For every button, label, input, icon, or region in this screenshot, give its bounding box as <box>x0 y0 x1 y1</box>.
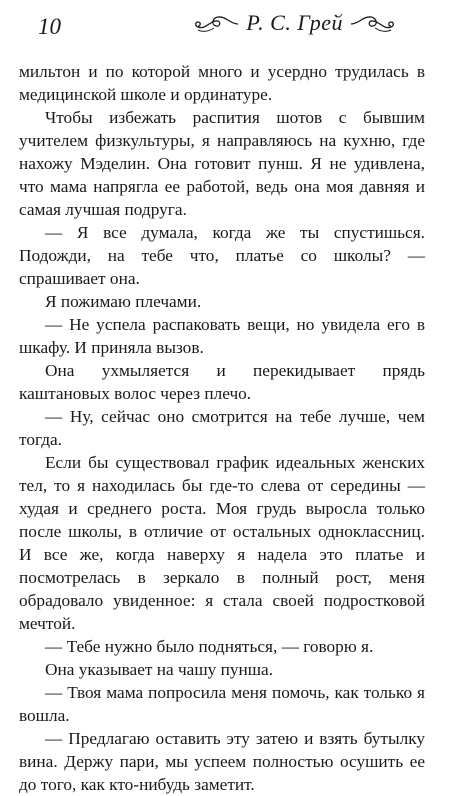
paragraph: мильтон и по которой много и усердно трудилась в медицинской школе и ординатуре. <box>19 62 425 104</box>
paragraph: Если бы существовал график идеальных женских тел, то я находилась бы где-то слева от середины — худая и среднего роста. Моя грудь выросла только после школы, в отличие от остальных одноклассниц. И все же, когда наверху я надела это платье и посмотрелась в зеркало в полный рост, меня обрадовало увиденное: я стала своей подростковой мечтой. <box>19 453 425 633</box>
paragraph: Чтобы избежать распития шотов с бывшим учителем физкультуры, я направляюсь на кухню, где нахожу Мэделин. Она готовит пунш. Я не удивлена, что мама напрягла ее работой, ведь она моя давняя и самая лучшая подруга. <box>19 108 425 219</box>
paragraph: — Тебе нужно было подняться, — говорю я. <box>45 637 374 656</box>
paragraph: Она ухмыляется и перекидывает прядь каштановых волос через плечо. <box>19 361 425 403</box>
flourish-ornament-right-icon <box>349 12 395 34</box>
paragraph: Она указывает на чашу пунша. <box>45 660 274 679</box>
page-header <box>19 0 423 52</box>
running-head <box>194 10 395 36</box>
paragraph: Я пожимаю плечами. <box>45 292 202 311</box>
paragraph: — Твоя мама попросила меня помочь, как только я вошла. <box>19 683 425 725</box>
author-name: Р. С. Грей <box>246 10 343 35</box>
paragraph: — Не успела распаковать вещи, но увидела его в шкафу. И приняла вызов. <box>19 315 425 357</box>
paragraph: — Ну, сейчас оно смотрится на тебе лучше, чем тогда. <box>19 407 425 449</box>
paragraph: — Я все думала, когда же ты спустишься. Подожди, на тебе что, платье со школы? — спрашивает она. <box>19 223 425 288</box>
page-number: 10 <box>38 14 61 39</box>
flourish-ornament-left-icon <box>194 12 240 34</box>
paragraph: — Предлагаю оставить эту затею и взять бутылку вина. Держу пари, мы успеем полностью осушить ее до того, как кто-нибудь заметит. <box>19 729 425 794</box>
body-text <box>19 60 425 796</box>
